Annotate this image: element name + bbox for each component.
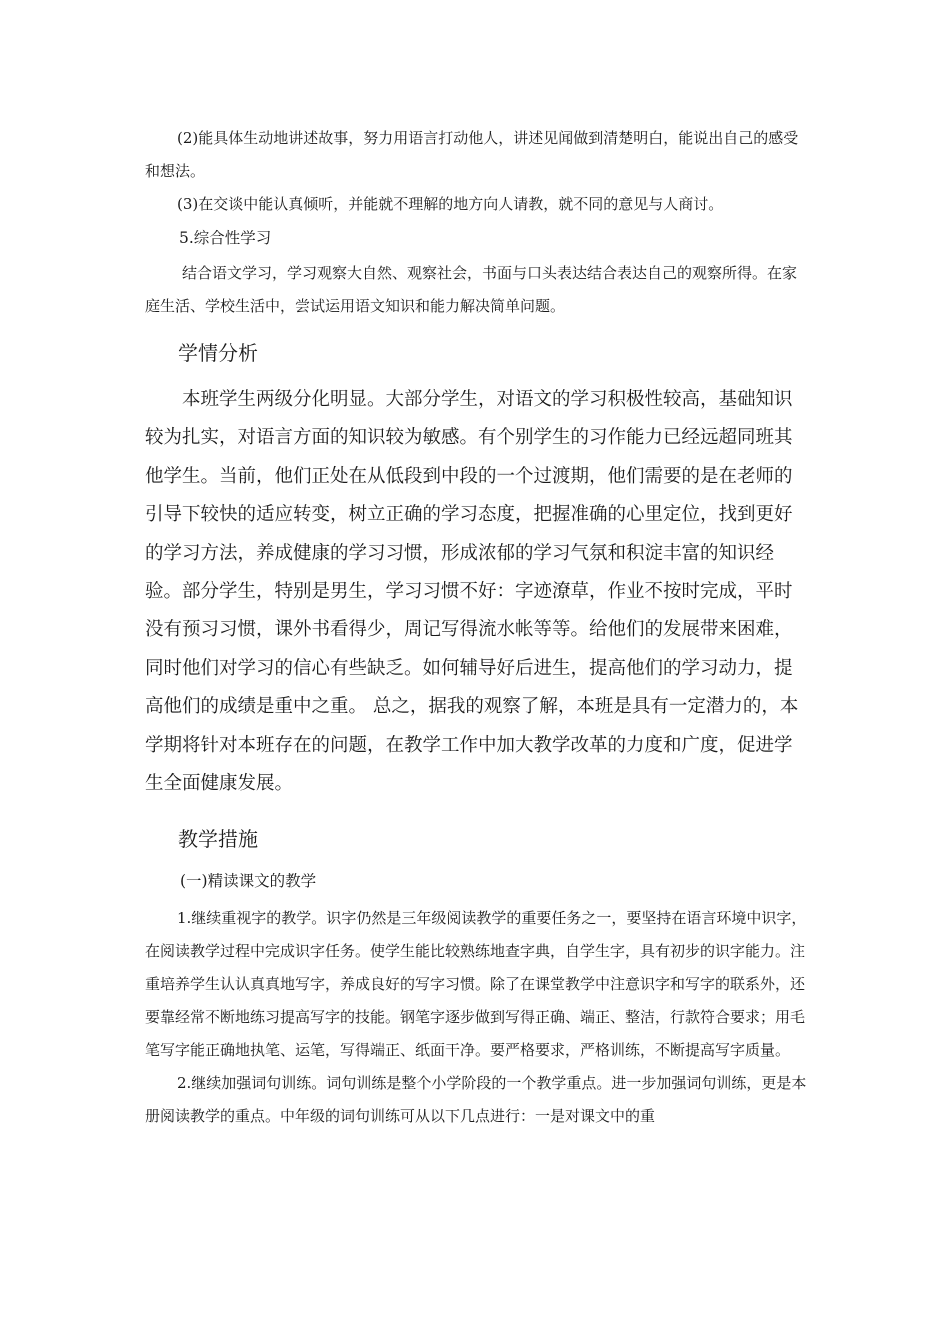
section-5-body: 结合语文学习，学习观察大自然、观察社会，书面与口头表达结合表达自己的观察所得。在家庭生活、学校生活中，尝试运用语文知识和能力解决简单问题。 xyxy=(145,264,798,315)
measures-point-2: 2.继续加强词句训练。词句训练是整个小学阶段的一个教学重点。进一步加强词句训练，更是本册阅读教学的重点。中年级的词句训练可从以下几点进行：一是对课文中的重 xyxy=(145,1074,807,1126)
oral-item-2: (2)能具体生动地讲述故事，努力用语言打动他人，讲述见闻做到清楚明白，能说出自己的感受和想法。 xyxy=(145,129,799,180)
section-5-title: 5.综合性学习 xyxy=(179,229,272,247)
measures-heading: 教学措施 xyxy=(178,827,258,852)
measures-subheading: (一)精读课文的教学 xyxy=(180,872,317,891)
analysis-heading: 学情分析 xyxy=(178,341,258,365)
oral-item-3: (3)在交谈中能认真倾听，并能就不理解的地方向人请教，就不同的意见与人商讨。 xyxy=(177,195,724,213)
measures-point-1: 1.继续重视字的教学。识字仍然是三年级阅读教学的重要任务之一，要坚持在语言环境中识字，在阅读教学过程中完成识字任务。使学生能比较熟练地查字典，自学生字，具有初步的识字能力。注重培养学生认认真真地写字，养成良好的写字习惯。除了在课堂教学中注意识字和写字的联系外，还要靠经常不断地练习提高写字的技能。钢笔字逐步做到写得正确、端正、整洁，行款符合要求；用毛笔写字能正确地执笔、运笔，写得端正、纸面干净。要严格要求，严格训练，不断提高写字质量。 xyxy=(145,909,807,1060)
document-page xyxy=(145,122,807,1133)
analysis-body: 本班学生两级分化明显。大部分学生，对语文的学习积极性较高，基础知识较为扎实，对语言方面的知识较为敏感。有个别学生的习作能力已经远超同班其他学生。当前，他们正处在从低段到中段的一个过渡期，他们需要的是在老师的引导下较快的适应转变，树立正确的学习态度，把握准确的心里定位，找到更好的学习方法，养成健康的学习习惯，形成浓郁的学习气氛和积淀丰富的知识经验。部分学生，特别是男生，学习习惯不好：字迹潦草，作业不按时完成，平时没有预习习惯，课外书看得少，周记写得流水帐等等。给他们的发展带来困难，同时他们对学习的信心有些缺乏。如何辅导好后进生，提高他们的学习动力，提高他们的成绩是重中之重。 总之，据我的观察了解，本班是具有一定潜力的，本学期将针对本班存在的问题，在教学工作中加大教学改革的力度和广度，促进学生全面健康发展。 xyxy=(145,389,799,795)
